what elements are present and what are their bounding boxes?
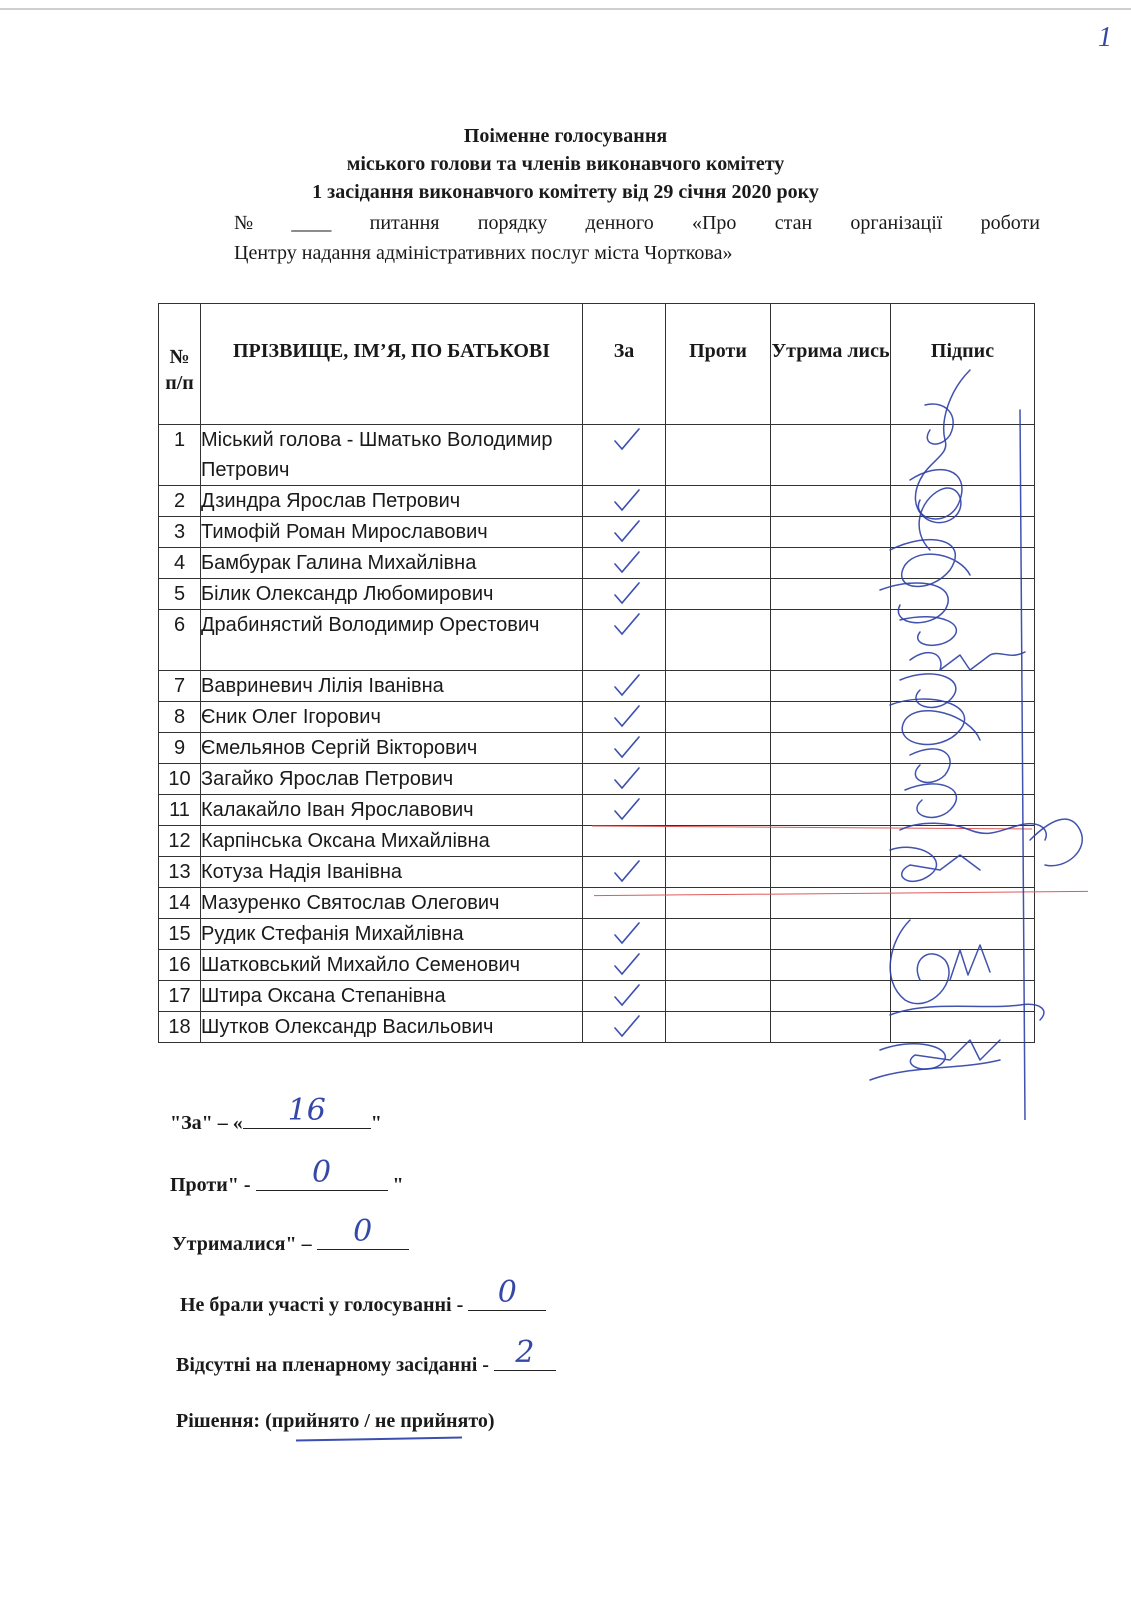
table-row xyxy=(159,610,1035,671)
vote-proty-cell xyxy=(666,548,771,579)
total-za-blank xyxy=(243,1093,371,1129)
row-number: 1 xyxy=(159,425,201,486)
member-name: Вавриневич Лілія Іванівна xyxy=(201,671,583,702)
checkmark-icon xyxy=(613,673,641,697)
signature-cell xyxy=(891,486,1035,517)
total-rishennia-row xyxy=(176,1410,495,1433)
agenda-word: питання xyxy=(369,212,440,234)
vote-utrymalys-cell xyxy=(771,517,891,548)
table-row xyxy=(159,579,1035,610)
vote-za-cell xyxy=(583,517,666,548)
vote-utrymalys-cell xyxy=(771,579,891,610)
signature-cell xyxy=(891,671,1035,702)
row-number: 3 xyxy=(159,517,201,548)
total-utrymalysia-row xyxy=(172,1214,409,1256)
vote-za-cell xyxy=(583,950,666,981)
vote-za-cell xyxy=(583,671,666,702)
total-ne-braly-label: Не брали участі у голосуванні - xyxy=(180,1294,469,1316)
signature-cell xyxy=(891,579,1035,610)
member-name: Котуза Надія Іванівна xyxy=(201,857,583,888)
page-number: 1 xyxy=(1098,22,1112,53)
checkmark-icon xyxy=(613,952,641,976)
vote-za-cell xyxy=(583,888,666,919)
checkmark-icon xyxy=(613,1014,641,1038)
vote-proty-cell xyxy=(666,857,771,888)
checkmark-icon xyxy=(613,612,641,636)
signature-cell xyxy=(891,764,1035,795)
signature-cell xyxy=(891,702,1035,733)
vote-proty-cell xyxy=(666,919,771,950)
title-line-3: 1 засідання виконавчого комітету від 29 січня 2020 року xyxy=(312,181,819,203)
agenda-word: ____ xyxy=(291,212,332,234)
total-utrymalysia-label: Утрималися" – xyxy=(172,1233,317,1255)
member-name: Шутков Олександр Васильович xyxy=(201,1012,583,1043)
member-name: Загайко Ярослав Петрович xyxy=(201,764,583,795)
vote-za-cell xyxy=(583,548,666,579)
row-number: 14 xyxy=(159,888,201,919)
row-number: 15 xyxy=(159,919,201,950)
table-row xyxy=(159,548,1035,579)
vote-table-body xyxy=(159,425,1035,1043)
total-proty-row xyxy=(170,1155,404,1197)
vote-za-cell xyxy=(583,826,666,857)
member-name: Шатковський Михайло Семенович xyxy=(201,950,583,981)
row-number: 4 xyxy=(159,548,201,579)
member-name: Штира Оксана Степанівна xyxy=(201,981,583,1012)
member-name: Карпінська Оксана Михайлівна xyxy=(201,826,583,857)
vote-table xyxy=(158,303,1035,1043)
total-vidsutni-value: 2 xyxy=(515,1335,535,1370)
agenda-word: роботи xyxy=(980,212,1040,234)
member-name: Ємельянов Сергій Вікторович xyxy=(201,733,583,764)
vote-za-cell xyxy=(583,579,666,610)
row-number: 18 xyxy=(159,1012,201,1043)
total-za-label-end: " xyxy=(370,1112,382,1134)
checkmark-icon xyxy=(613,519,641,543)
vote-utrymalys-cell xyxy=(771,919,891,950)
agenda-line-2: Центру надання адміністративних послуг міста Чорткова» xyxy=(234,242,733,264)
total-za-value: 16 xyxy=(287,1093,326,1128)
total-proty-value: 0 xyxy=(311,1155,332,1190)
signature-cell xyxy=(891,981,1035,1012)
document-title xyxy=(0,122,1131,206)
row-number: 8 xyxy=(159,702,201,733)
vote-proty-cell xyxy=(666,826,771,857)
scan-edge xyxy=(0,8,1131,10)
total-vidsutni-blank xyxy=(494,1335,556,1371)
member-name: Рудик Стефанія Михайлівна xyxy=(201,919,583,950)
table-row xyxy=(159,795,1035,826)
total-vidsutni-row xyxy=(176,1335,556,1377)
header-proty: Проти xyxy=(666,304,771,425)
row-number: 16 xyxy=(159,950,201,981)
signature-cell xyxy=(891,425,1035,486)
table-row xyxy=(159,517,1035,548)
vote-proty-cell xyxy=(666,486,771,517)
vote-proty-cell xyxy=(666,733,771,764)
total-rishennia-label: Рішення: (прийнято / не прийнято) xyxy=(176,1410,495,1432)
table-row xyxy=(159,764,1035,795)
decision-underline xyxy=(296,1437,462,1442)
checkmark-icon xyxy=(613,921,641,945)
total-utrymalysia-blank xyxy=(317,1214,409,1250)
checkmark-icon xyxy=(613,735,641,759)
vote-za-cell xyxy=(583,702,666,733)
total-za-row xyxy=(170,1093,382,1135)
total-proty-label-end: " xyxy=(387,1174,404,1196)
signature-cell xyxy=(891,857,1035,888)
vote-proty-cell xyxy=(666,795,771,826)
vote-utrymalys-cell xyxy=(771,733,891,764)
header-za: За xyxy=(583,304,666,425)
member-name: Білик Олександр Любомирович xyxy=(201,579,583,610)
vote-za-cell xyxy=(583,486,666,517)
checkmark-icon xyxy=(613,859,641,883)
signature-cell xyxy=(891,610,1035,671)
vote-utrymalys-cell xyxy=(771,548,891,579)
checkmark-icon xyxy=(613,488,641,512)
vote-utrymalys-cell xyxy=(771,425,891,486)
vote-za-cell xyxy=(583,919,666,950)
table-row xyxy=(159,857,1035,888)
vote-za-cell xyxy=(583,981,666,1012)
signature-cell xyxy=(891,517,1035,548)
vote-utrymalys-cell xyxy=(771,702,891,733)
member-name: Тимофій Роман Мирославович xyxy=(201,517,583,548)
agenda-word: № xyxy=(234,212,254,234)
vote-proty-cell xyxy=(666,702,771,733)
checkmark-icon xyxy=(613,797,641,821)
agenda-word: організації xyxy=(850,212,943,234)
title-line-1: Поіменне голосування xyxy=(463,125,668,147)
row-number: 2 xyxy=(159,486,201,517)
checkmark-icon xyxy=(613,766,641,790)
vote-za-cell xyxy=(583,425,666,486)
member-name: Калакайло Іван Ярославович xyxy=(201,795,583,826)
vote-utrymalys-cell xyxy=(771,950,891,981)
member-name: Бамбурак Галина Михайлівна xyxy=(201,548,583,579)
table-row xyxy=(159,486,1035,517)
checkmark-icon xyxy=(613,983,641,1007)
row-number: 7 xyxy=(159,671,201,702)
vote-proty-cell xyxy=(666,517,771,548)
signature-cell xyxy=(891,548,1035,579)
row-number: 9 xyxy=(159,733,201,764)
table-row xyxy=(159,826,1035,857)
total-proty-blank xyxy=(256,1155,388,1191)
header-signature: Підпис xyxy=(891,304,1035,425)
total-proty-label: Проти" - xyxy=(170,1174,256,1196)
vote-proty-cell xyxy=(666,579,771,610)
vote-proty-cell xyxy=(666,1012,771,1043)
total-ne-braly-value: 0 xyxy=(497,1275,517,1310)
header-name: ПРІЗВИЩЕ, ІМ’Я, ПО БАТЬКОВІ xyxy=(201,304,583,425)
signature-cell xyxy=(891,733,1035,764)
table-row xyxy=(159,1012,1035,1043)
vote-utrymalys-cell xyxy=(771,1012,891,1043)
vote-za-cell xyxy=(583,857,666,888)
row-number: 5 xyxy=(159,579,201,610)
vote-utrymalys-cell xyxy=(771,857,891,888)
member-name: Дзиндра Ярослав Петрович xyxy=(201,486,583,517)
member-name: Міський голова - Шматько Володимир Петрович xyxy=(201,425,583,486)
row-number: 11 xyxy=(159,795,201,826)
table-row xyxy=(159,425,1035,486)
checkmark-icon xyxy=(613,550,641,574)
table-row xyxy=(159,950,1035,981)
signature-cell xyxy=(891,1012,1035,1043)
vote-proty-cell xyxy=(666,981,771,1012)
vote-utrymalys-cell xyxy=(771,486,891,517)
row-number: 12 xyxy=(159,826,201,857)
agenda-word: порядку xyxy=(477,212,548,234)
signature-cell xyxy=(891,919,1035,950)
row-number: 17 xyxy=(159,981,201,1012)
checkmark-icon xyxy=(613,427,641,451)
agenda-line-1 xyxy=(234,208,1040,238)
agenda-word: «Про xyxy=(691,212,737,234)
vote-utrymalys-cell xyxy=(771,671,891,702)
header-utrymalys: Утрима лись xyxy=(771,304,891,425)
member-name: Єник Олег Ігорович xyxy=(201,702,583,733)
total-ne-braly-blank xyxy=(468,1275,546,1311)
vote-proty-cell xyxy=(666,610,771,671)
agenda-word: денного xyxy=(585,212,654,234)
row-number: 13 xyxy=(159,857,201,888)
table-row xyxy=(159,733,1035,764)
total-utrymalysia-value: 0 xyxy=(353,1214,373,1249)
signature-cell xyxy=(891,795,1035,826)
vote-proty-cell xyxy=(666,425,771,486)
vote-utrymalys-cell xyxy=(771,764,891,795)
vote-utrymalys-cell xyxy=(771,795,891,826)
vote-utrymalys-cell xyxy=(771,981,891,1012)
vote-proty-cell xyxy=(666,764,771,795)
vote-utrymalys-cell xyxy=(771,610,891,671)
header-number: № п/п xyxy=(159,304,201,425)
member-name: Драбинястий Володимир Орестович xyxy=(201,610,583,671)
row-number: 6 xyxy=(159,610,201,671)
vote-za-cell xyxy=(583,1012,666,1043)
table-row xyxy=(159,919,1035,950)
vote-proty-cell xyxy=(666,950,771,981)
table-row xyxy=(159,702,1035,733)
vote-za-cell xyxy=(583,764,666,795)
vote-utrymalys-cell xyxy=(771,826,891,857)
vote-za-cell xyxy=(583,610,666,671)
vote-proty-cell xyxy=(666,671,771,702)
row-number: 10 xyxy=(159,764,201,795)
agenda-word: стан xyxy=(774,212,813,234)
signature-cell xyxy=(891,950,1035,981)
checkmark-icon xyxy=(613,704,641,728)
table-row xyxy=(159,671,1035,702)
table-row xyxy=(159,981,1035,1012)
title-line-2: міського голови та членів виконавчого комітету xyxy=(346,153,785,175)
total-ne-braly-row xyxy=(180,1275,546,1317)
total-za-label: "За" – « xyxy=(170,1112,243,1134)
vote-za-cell xyxy=(583,733,666,764)
checkmark-icon xyxy=(613,581,641,605)
total-vidsutni-label: Відсутні на пленарному засіданні - xyxy=(176,1354,494,1376)
member-name: Мазуренко Святослав Олегович xyxy=(201,888,583,919)
vote-proty-cell xyxy=(666,888,771,919)
signature-cell xyxy=(891,826,1035,857)
agenda-item xyxy=(234,208,1040,268)
vote-za-cell xyxy=(583,795,666,826)
